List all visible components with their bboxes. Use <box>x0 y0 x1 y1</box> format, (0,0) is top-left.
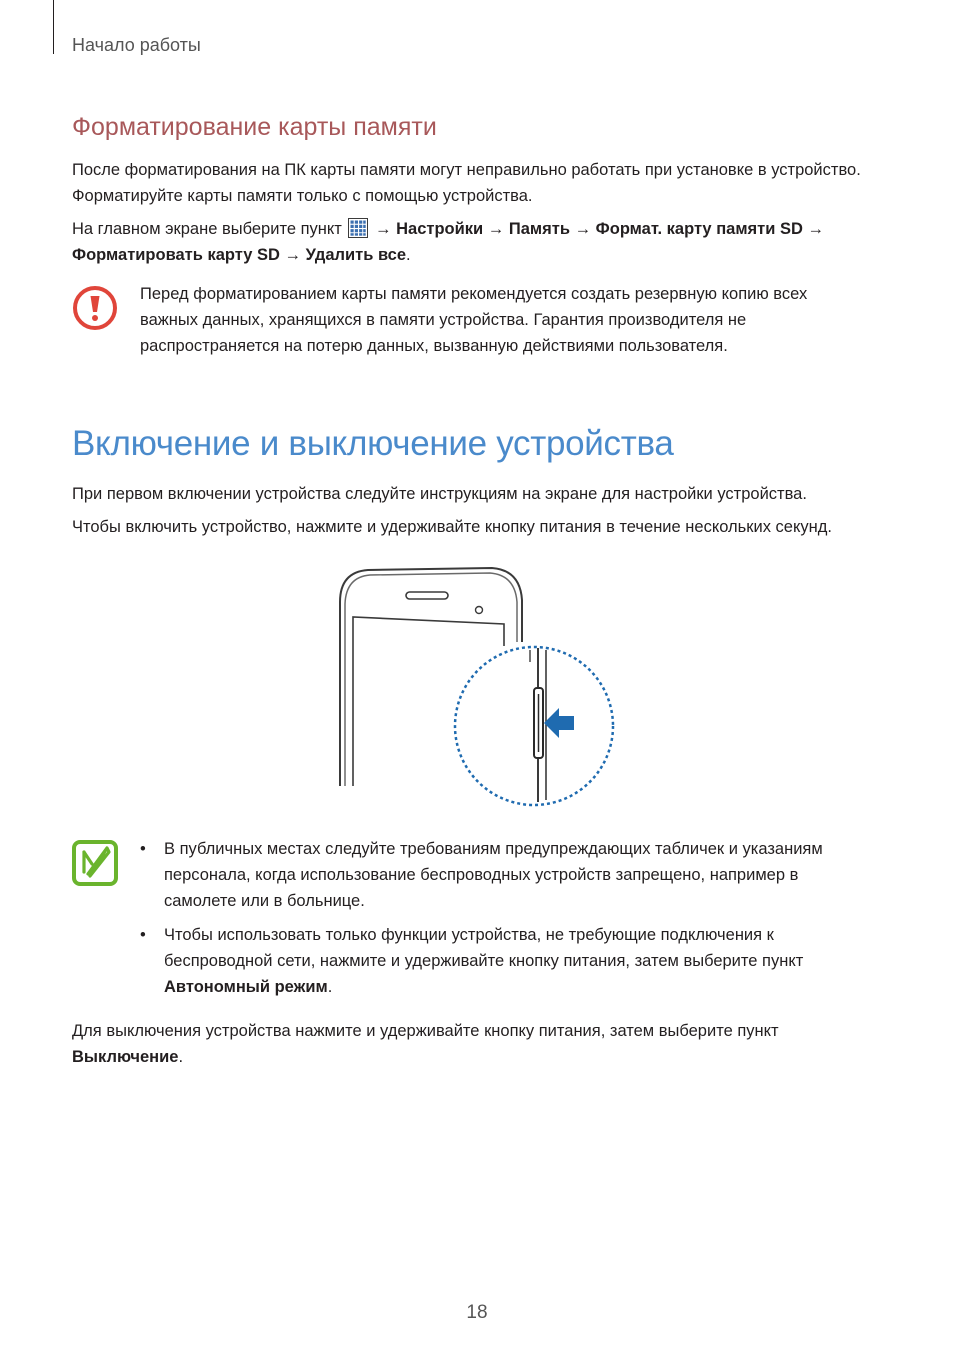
apps-grid-icon <box>348 218 368 238</box>
path-step-settings: Настройки <box>396 220 484 238</box>
path-lead: На главном экране выберите пункт <box>72 220 342 238</box>
path-arrow: → <box>284 246 302 264</box>
power-off-paragraph <box>72 1018 832 1070</box>
power-paragraph-first: При первом включении устройства следуйте инструкциям на экране для настройки устройства. <box>72 485 807 503</box>
warning-text: Перед форматированием карты памяти рекомендуется создать резервную копию всех важных данных, хранящихся в памяти устройства. Гарантия производителя не распространяется на потерю данных, вызванную действиями пользователя. <box>140 285 808 355</box>
phone-power-button-illustration <box>334 562 624 812</box>
format-path <box>72 216 892 268</box>
warning-exclamation-icon <box>72 285 118 331</box>
power-off-end: . <box>178 1048 184 1066</box>
page-number: 18 <box>466 1302 488 1323</box>
note-bold-airplane-mode: Автономный режим <box>164 978 328 996</box>
path-arrow: → <box>574 220 592 238</box>
path-step-format-sd: Формат. карту памяти SD <box>595 220 803 238</box>
path-arrow: → <box>375 220 392 238</box>
list-item <box>140 836 870 914</box>
power-paragraph-on: Чтобы включить устройство, нажмите и удерживайте кнопку питания в течение нескольких секунд. <box>72 518 832 536</box>
note-text-offline: Чтобы использовать только функции устройства, не требующие подключения к беспроводной сети, нажмите и удерживайте кнопку питания, затем выберите пункт <box>164 926 804 970</box>
note-text-public-places: В публичных местах следуйте требованиям предупреждающих табличек и указаниям персонала, когда использование беспроводных устройств запрещено, например в самолете или в больнице. <box>164 840 823 910</box>
page-edge-line <box>53 0 54 54</box>
path-arrow: → <box>807 220 824 238</box>
notes-list <box>140 836 870 1008</box>
power-off-text: Для выключения устройства нажмите и удерживайте кнопку питания, затем выберите пункт <box>72 1022 779 1040</box>
bullet: • <box>140 926 146 944</box>
format-paragraph: После форматирования на ПК карты памяти могут неправильно работать при установке в устройство. Форматируйте карты памяти только с помощью устройства. <box>72 161 861 205</box>
path-end: . <box>406 246 411 264</box>
note-end: . <box>327 978 333 996</box>
power-off-bold: Выключение <box>72 1048 179 1066</box>
path-step-format-card: Форматировать карту SD <box>72 246 280 264</box>
path-arrow: → <box>487 220 505 238</box>
bullet: • <box>140 840 146 858</box>
path-step-delete-all: Удалить все <box>305 246 407 264</box>
running-head: Начало работы <box>72 35 201 55</box>
note-pencil-icon <box>72 840 118 886</box>
section-title-power: Включение и выключение устройства <box>72 424 674 463</box>
section-title-format: Форматирование карты памяти <box>72 113 437 141</box>
list-item <box>140 922 870 1000</box>
path-step-memory: Память <box>508 220 570 238</box>
